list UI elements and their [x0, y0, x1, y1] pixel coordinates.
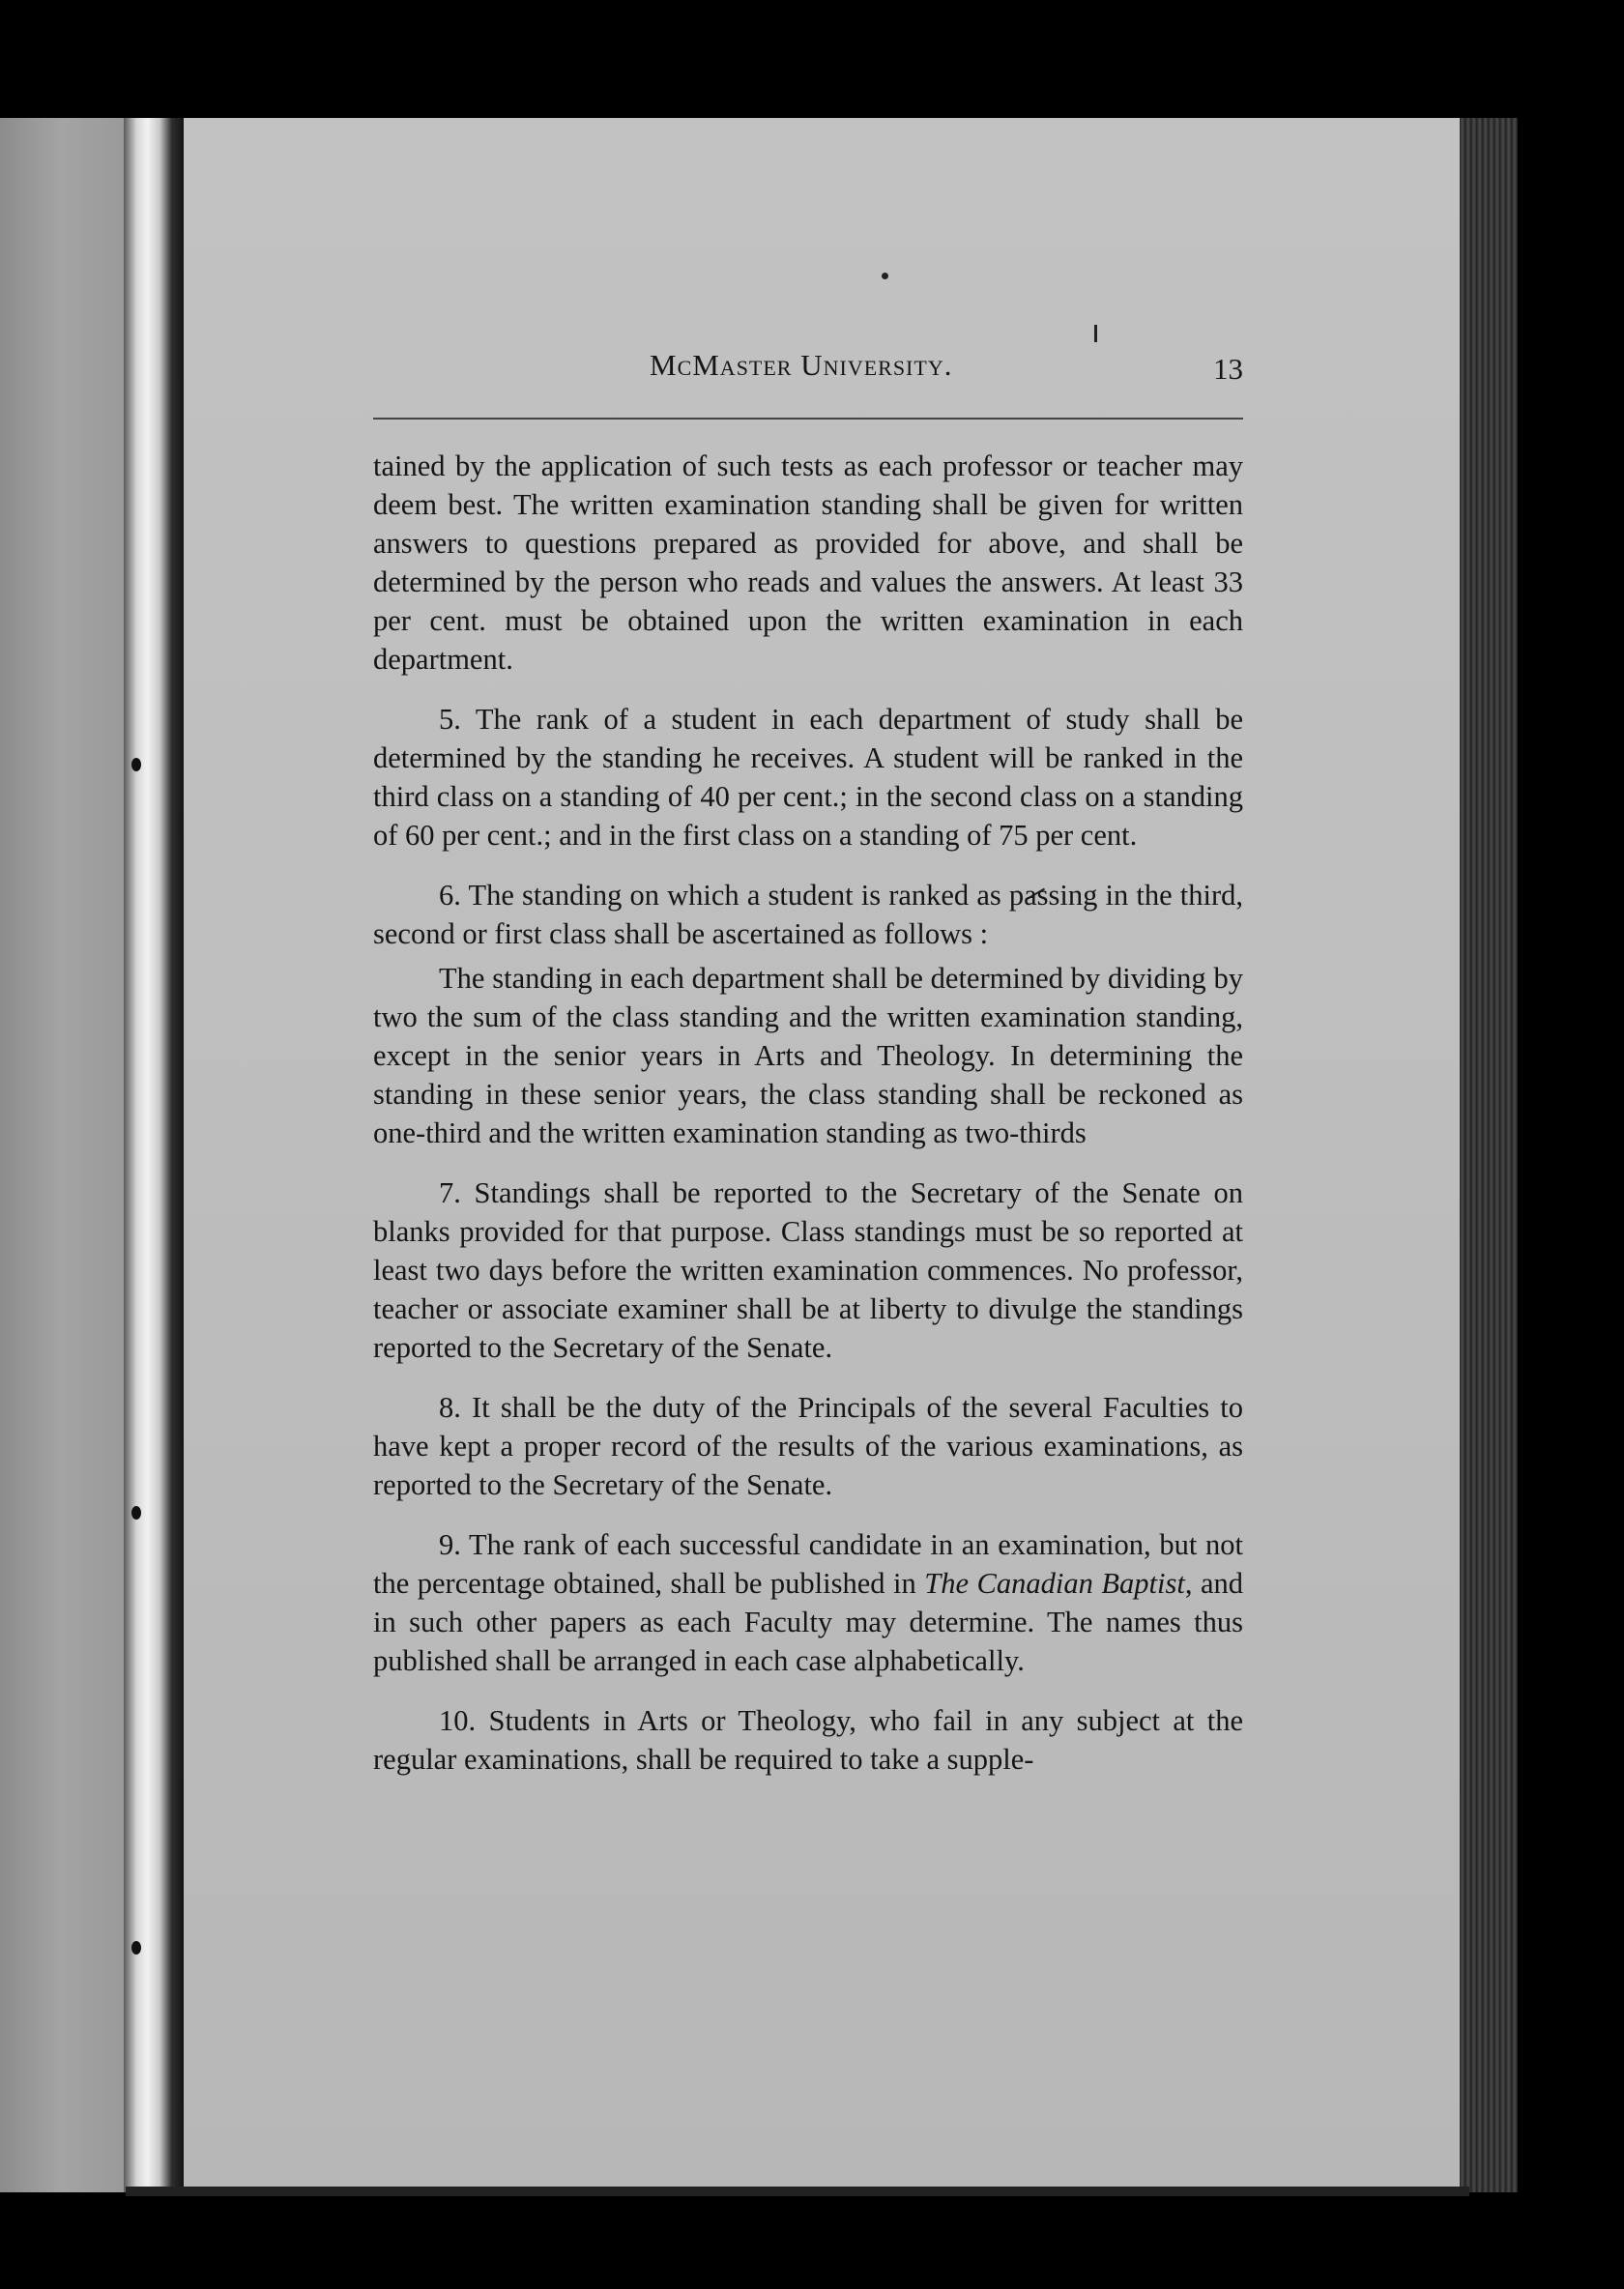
paragraph-6: 6. The standing on which a student is ranked as passing in the third, second or first class shall be ascertained as follows : — [373, 879, 1243, 950]
page-bottom-shadow — [126, 2187, 1469, 2196]
binding-thread — [131, 1506, 141, 1520]
paragraph-9-start: 9. The rank of each successful candidate in an examination, but not the percentage obtained, shall be published in — [373, 1528, 1243, 1600]
header-rule — [373, 418, 1243, 420]
publication-title: The Canadian Baptist — [924, 1567, 1185, 1600]
stray-mark — [1094, 325, 1097, 342]
paragraph-7: 7. Standings shall be reported to the Secretary of the Senate on blanks provided for that purpose. Class standings must be so reported at least two days before the written examination commences. No professor, teacher or associate examiner shall be at liberty to divulge the standings reported to the Secretary of the Senate. — [373, 1176, 1243, 1364]
book-gutter — [124, 118, 184, 2192]
paragraph-8: 8. It shall be the duty of the Principals of the several Faculties to have kept a proper record of the results of the various examinations, as reported to the Secretary of the Senate. — [373, 1391, 1243, 1501]
paragraph-continued: tained by the application of such tests as each professor or teacher may deem best. The written examination standing shall be given for written answers to questions prepared as provided for above, and shall be determined by the person who reads and values the answers. At least 33 per cent. must be obtained upon the written examination in each department. — [373, 449, 1243, 676]
page-number: 13 — [1213, 352, 1243, 386]
paragraph-5: 5. The rank of a student in each department of study shall be determined by the standing he receives. A student will be ranked in the third class on a standing of 40 per cent.; in the second class on a standing of 60 per cent.; and in the first class on a standing of 75 per cent. — [373, 703, 1243, 852]
stray-mark — [882, 273, 888, 279]
binding-thread — [131, 1941, 141, 1955]
running-head: McMaster University. — [650, 348, 953, 382]
page-header — [373, 348, 1243, 396]
paragraph-6-detail: The standing in each department shall be determined by dividing by two the sum of the class standing and the written examination standing, except in the senior years in Arts and Theology. In determining the standing in these senior years, the class standing shall be reckoned as one-third and the written examination standing as two-thirds — [373, 962, 1243, 1149]
page-stack-edge — [1460, 118, 1518, 2192]
binding-thread — [131, 758, 141, 771]
paragraph-9 — [373, 1525, 1243, 1680]
paragraph-9-end: , and in such other papers as each Faculty may determine. The names thus published shall be arranged in each case alphabetically. — [373, 1567, 1243, 1677]
body-text — [373, 447, 1243, 1779]
paragraph-10: 10. Students in Arts or Theology, who fail in any subject at the regular examinations, shall be required to take a supple- — [373, 1704, 1243, 1776]
